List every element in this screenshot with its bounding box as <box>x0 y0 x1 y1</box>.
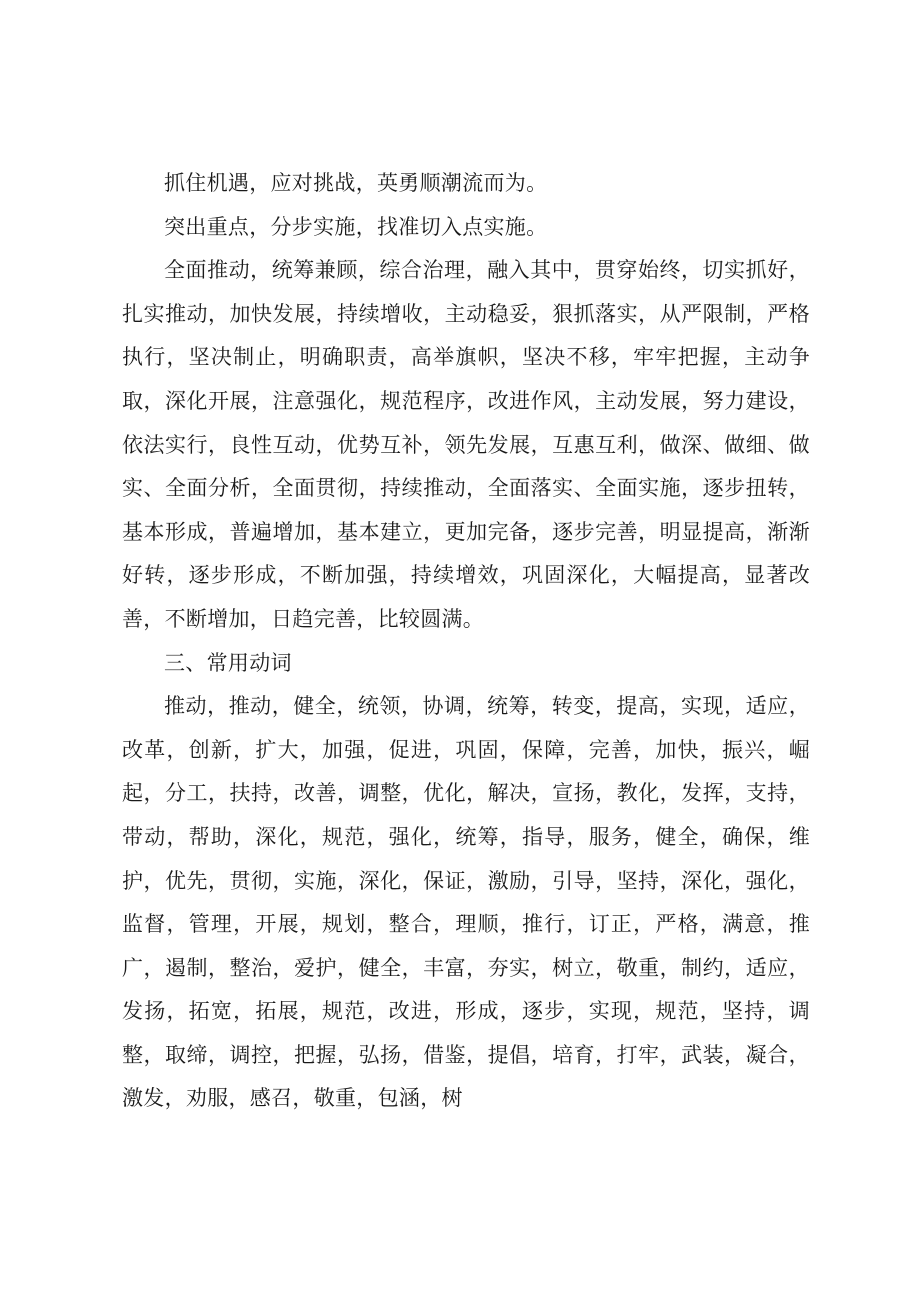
paragraph-key-points: 突出重点，分步实施，找准切入点实施。 <box>164 214 548 239</box>
section-heading: 三、常用动词 <box>164 650 292 675</box>
paragraph-verbs: 推动，推动，健全，统领，协调，统筹，转变，提高，实现，适应，改革，创新，扩大，加强，促进，巩固，保障，完善，加快，振兴，崛起，分工，扶持，改善，调整，优化，解决，宣扬，教化，发挥，支持，带动，帮助，深化，规范，强化，统筹，指导，服务，健全，确保，维护，优先，贯彻，实施，深化，保证，激励，引导，坚持，深化，强化，监督，管理，开展，规划，整合，理顺，推行，订正，严格，满意，推广，遏制，整治，爱护，健全，丰富，夯实，树立，敬重，制约，适应，发扬，拓宽，拓展，规范，改进，形成，逐步，实现，规范，坚持，调整，取缔，调控，把握，弘扬，借鉴，提倡，培育，打牢，武装，凝合，激发，劝服，感召，敬重，包涵，树 <box>122 694 810 1111</box>
document-body <box>122 162 810 1121</box>
paragraph-opportunities: 抓住机遇，应对挑战，英勇顺潮流而为。 <box>164 171 548 195</box>
paragraph-phrases: 全面推动，统筹兼顾，综合治理，融入其中，贯穿始终，切实抓好，扎实推动，加快发展，持续增收，主动稳妥，狠抓落实，从严限制，严格执行，坚决制止，明确职责，高举旗帜，坚决不移，牢牢把握，主动争取，深化开展，注意强化，规范程序，改进作风，主动发展，努力建设，依法实行，良性互动，优势互补，领先发展，互惠互利，做深、做细、做实、全面分析，全面贯彻，持续推动，全面落实、全面实施，逐步扭转，基本形成，普遍增加，基本建立，更加完备，逐步完善，明显提高，渐渐好转，逐步形成，不断加强，持续增效，巩固深化，大幅提高，显著改善，不断增加，日趋完善，比较圆满。 <box>122 258 810 631</box>
